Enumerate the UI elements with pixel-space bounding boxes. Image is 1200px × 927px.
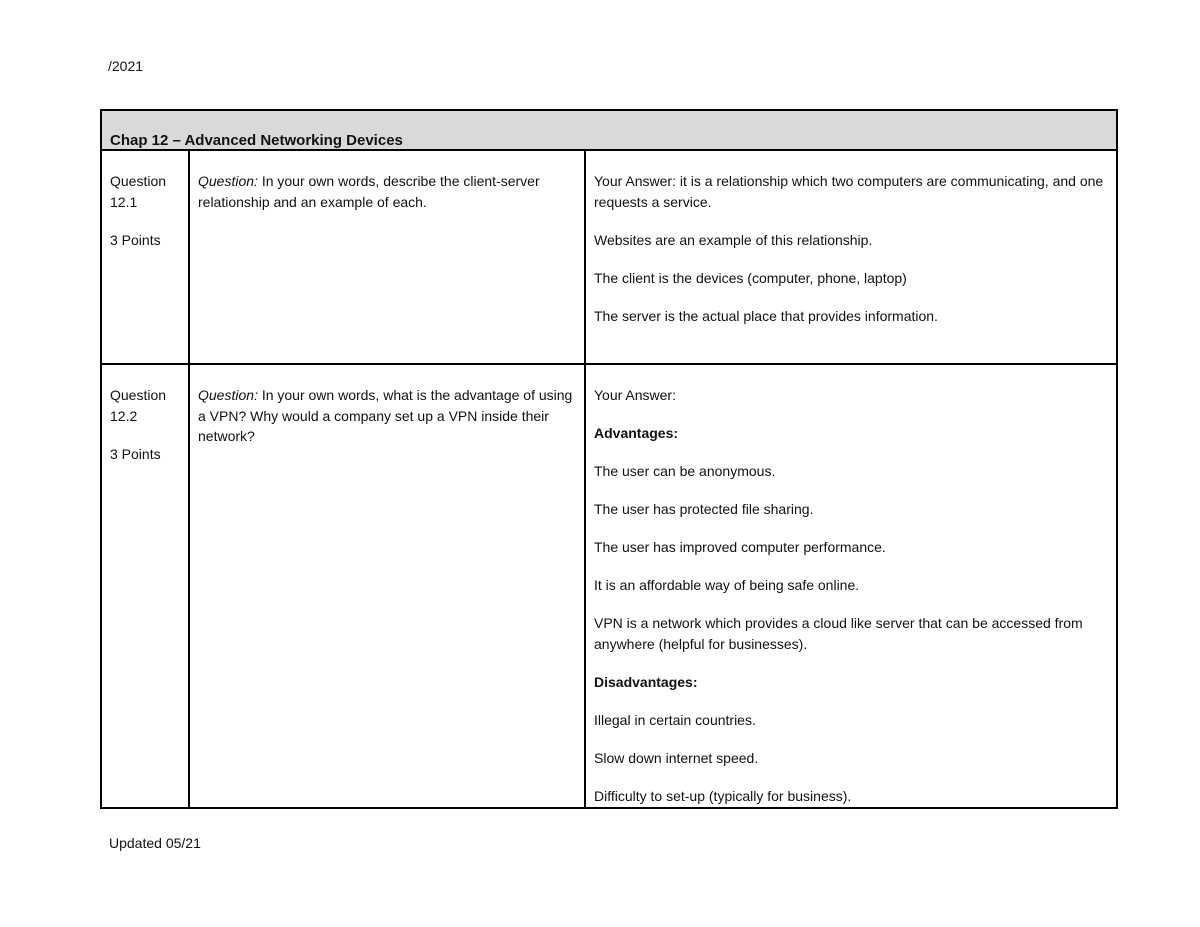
advantage-item: The user can be anonymous. — [594, 463, 776, 479]
question-prefix: Question: — [198, 387, 258, 403]
question-label: Question 12.1 — [110, 173, 167, 210]
column-divider — [188, 151, 190, 807]
table-row — [102, 151, 1116, 365]
advantages-heading: Advantages: — [594, 425, 679, 441]
question-points: 3 Points — [110, 231, 161, 248]
answer-intro: Your Answer: — [594, 387, 676, 403]
disadvantage-item: Illegal in certain countries. — [594, 711, 756, 728]
page-footer: Updated 05/21 — [109, 835, 201, 851]
advantage-item: The user has improved computer performance. — [594, 539, 886, 555]
advantage-item: VPN is a network which provides a cloud like server that can be accessed from anywhere (helpful for businesses). — [594, 615, 1083, 652]
disadvantage-item: Slow down internet speed. — [594, 749, 759, 766]
question-text: In your own words, what is the advantage of using a VPN? Why would a company set up a VPN inside their network? — [198, 387, 573, 444]
column-divider — [584, 151, 586, 807]
table-row — [102, 365, 1116, 807]
question-label-cell — [110, 171, 184, 268]
answer-line: The client is the devices (computer, phone, laptop) — [594, 269, 907, 286]
table-title: Chap 12 – Advanced Networking Devices — [110, 132, 403, 149]
question-points: 3 Points — [110, 445, 161, 462]
question-text-cell — [198, 171, 582, 212]
answer-line: Websites are an example of this relationship. — [594, 231, 873, 248]
question-text: In your own words, describe the client-server relationship and an example of each. — [198, 173, 540, 210]
advantage-item: It is an affordable way of being safe online. — [594, 577, 860, 593]
answer-cell — [594, 385, 1104, 824]
question-label: Question 12.2 — [110, 387, 167, 424]
disadvantages-heading: Disadvantages: — [594, 673, 698, 690]
answer-line: Your Answer: it is a relationship which two computers are communicating, and one requests a service. — [594, 173, 1104, 210]
page-date: /2021 — [108, 58, 144, 74]
question-label-cell — [110, 385, 184, 482]
disadvantage-item: Difficulty to set-up (typically for business). — [594, 787, 852, 804]
advantage-item: The user has protected file sharing. — [594, 501, 814, 517]
question-text-cell — [198, 385, 582, 447]
answer-line: The server is the actual place that provides information. — [594, 307, 938, 324]
assignment-table — [100, 109, 1118, 809]
answer-cell — [594, 171, 1104, 344]
table-title-row — [102, 111, 1116, 151]
question-prefix: Question: — [198, 173, 258, 189]
